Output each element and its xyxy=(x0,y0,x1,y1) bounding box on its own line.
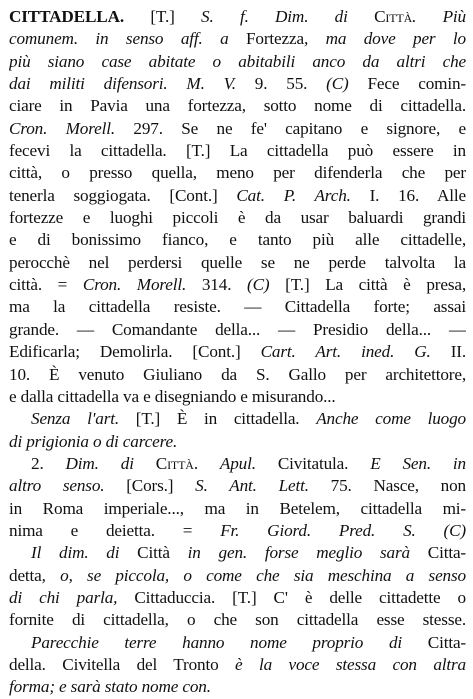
text-run: 297. Se ne fe' capitano e signore, e xyxy=(133,118,466,138)
text-line xyxy=(9,229,466,251)
text-run: S. Ant. Lett. xyxy=(195,476,331,496)
text-run: ciare in Pavia una fortezza, sotto nome di cittadella. xyxy=(9,96,466,116)
text-run: in gen. forse meglio sarà xyxy=(187,543,428,563)
text-run: , o, se piccola, o come che sia meschina a senso xyxy=(41,565,466,585)
text-run: Più xyxy=(442,7,466,26)
text-run: Fece comin- xyxy=(348,74,466,94)
text-run: Edificarla; Demolirla. [Cont.] xyxy=(9,342,261,362)
text-run: I. 16. Alle xyxy=(369,185,466,205)
text-run: Fortezza xyxy=(246,29,304,49)
text-run: più siano case abitate o abitabili anco da altri che xyxy=(9,51,466,71)
text-line xyxy=(9,296,466,318)
text-run: grande. — Comandante della... — Presidio della... — xyxy=(9,319,466,339)
text-run: Parecchie terre hanno nome proprio di xyxy=(31,632,428,652)
text-run: fornite di cittadella, o che son cittadella esse stesse. xyxy=(9,610,466,630)
text-line xyxy=(9,252,466,274)
text-run: Città xyxy=(137,543,188,563)
text-run: e di bonissimo fianco, e tanto più alle cittadelle, xyxy=(9,230,466,250)
text-run: comunem. in senso aff. a xyxy=(9,29,246,49)
text-run: Cittaduccia. [T.] C' è delle cittadette o xyxy=(134,587,466,607)
text-run: Fr. Giord. Pred. S. (C) xyxy=(220,520,466,540)
text-run: 2. xyxy=(31,453,66,473)
text-line xyxy=(9,364,466,386)
text-line xyxy=(9,185,466,207)
text-run: 314. xyxy=(201,275,248,295)
text-run: (C) xyxy=(326,74,349,94)
text-line xyxy=(9,6,466,28)
text-line xyxy=(9,453,466,475)
text-line xyxy=(9,162,466,184)
text-line xyxy=(9,520,466,542)
text-run: è la voce stessa con altra xyxy=(235,654,466,674)
text-line xyxy=(9,140,466,162)
text-run: Cat. P. Arch. xyxy=(236,185,370,205)
text-run: , ma dove per lo xyxy=(303,29,466,49)
text-run: Apul. xyxy=(219,453,278,473)
text-run: e dalla cittadella va e disegniando e misurando... xyxy=(9,386,336,406)
text-run: altro senso. xyxy=(9,476,127,496)
text-run: città, o presso quella, meno per difenderla che per xyxy=(9,163,466,183)
text-run: . xyxy=(193,453,220,473)
text-run: fecevi la cittadella. [T.] La cittadella può essere in xyxy=(9,141,466,161)
text-run: (C) xyxy=(247,275,270,295)
text-run: E Sen. in xyxy=(370,453,466,473)
text-run: città. = xyxy=(9,275,83,295)
text-run: di prigionia o di carcere. xyxy=(9,431,178,451)
text-run: Cart. Art. ined. G. xyxy=(260,342,451,362)
text-run: 10. È venuto Giuliano da S. Gallo per architettore, xyxy=(9,364,466,384)
text-line xyxy=(9,207,466,229)
text-run: perocchè nel perdersi quelle se ne perde talvolta la xyxy=(9,252,466,272)
text-line xyxy=(9,118,466,140)
text-line xyxy=(9,676,466,698)
text-line xyxy=(9,498,466,520)
text-line xyxy=(9,341,466,363)
text-run: 75. Nasce, non xyxy=(330,476,466,496)
text-line xyxy=(9,587,466,609)
text-run: Senza l'art. xyxy=(31,409,136,429)
text-run: tenerla soggiogata. [Cont.] xyxy=(9,185,237,205)
text-run: ma la cittadella resiste. — Cittadella forte; assai xyxy=(9,297,466,317)
text-line xyxy=(9,431,466,453)
text-run: dai militi difensori. M. V. xyxy=(9,74,255,94)
text-run: [T.] È in cittadella. xyxy=(135,409,317,429)
text-run: di chi parla, xyxy=(9,587,135,607)
text-line xyxy=(9,386,466,408)
text-run: [T.] La città è presa, xyxy=(269,275,466,295)
text-line xyxy=(9,73,466,95)
text-run: della. Civitella del Tronto xyxy=(9,654,236,674)
text-run: detta xyxy=(9,565,42,585)
text-run: 9. 55. xyxy=(254,74,327,94)
text-run: CITTADELLA. xyxy=(9,7,125,26)
dictionary-entry-cittadella xyxy=(9,6,466,699)
text-line xyxy=(9,95,466,117)
text-line xyxy=(9,542,466,564)
text-run: Il dim. di xyxy=(31,543,138,563)
text-run: S. f. Dim. di xyxy=(201,7,375,26)
text-run: Cron. Morell. xyxy=(82,275,202,295)
text-run: Anche come luogo xyxy=(316,409,466,429)
text-run: Citta- xyxy=(427,543,466,563)
text-line xyxy=(9,51,466,73)
text-line xyxy=(9,408,466,430)
text-line xyxy=(9,319,466,341)
text-run: in Roma imperiale..., ma in Betelem, cittadella mi- xyxy=(9,498,466,518)
text-line xyxy=(9,28,466,50)
text-line xyxy=(9,475,466,497)
text-run: II. xyxy=(450,342,466,362)
text-line xyxy=(9,565,466,587)
text-run: Città xyxy=(374,7,413,26)
text-line xyxy=(9,274,466,296)
text-run: [Cors.] xyxy=(126,476,196,496)
text-run: [T.] xyxy=(124,7,202,26)
text-run: nima e deietta. = xyxy=(9,520,221,540)
text-run: Citta- xyxy=(427,632,466,652)
text-line xyxy=(9,632,466,654)
text-run: forma; e sarà stato nome con. xyxy=(9,677,211,697)
text-run: Città xyxy=(155,453,194,473)
text-line xyxy=(9,609,466,631)
text-run: Cron. Morell. xyxy=(9,118,134,138)
text-run: Civitatula. xyxy=(277,453,371,473)
text-run: Dim. di xyxy=(65,453,156,473)
text-run: . xyxy=(412,7,443,26)
text-line xyxy=(9,654,466,676)
text-run: fortezze e luoghi piccoli è da usar baluardi grandi xyxy=(9,208,466,228)
